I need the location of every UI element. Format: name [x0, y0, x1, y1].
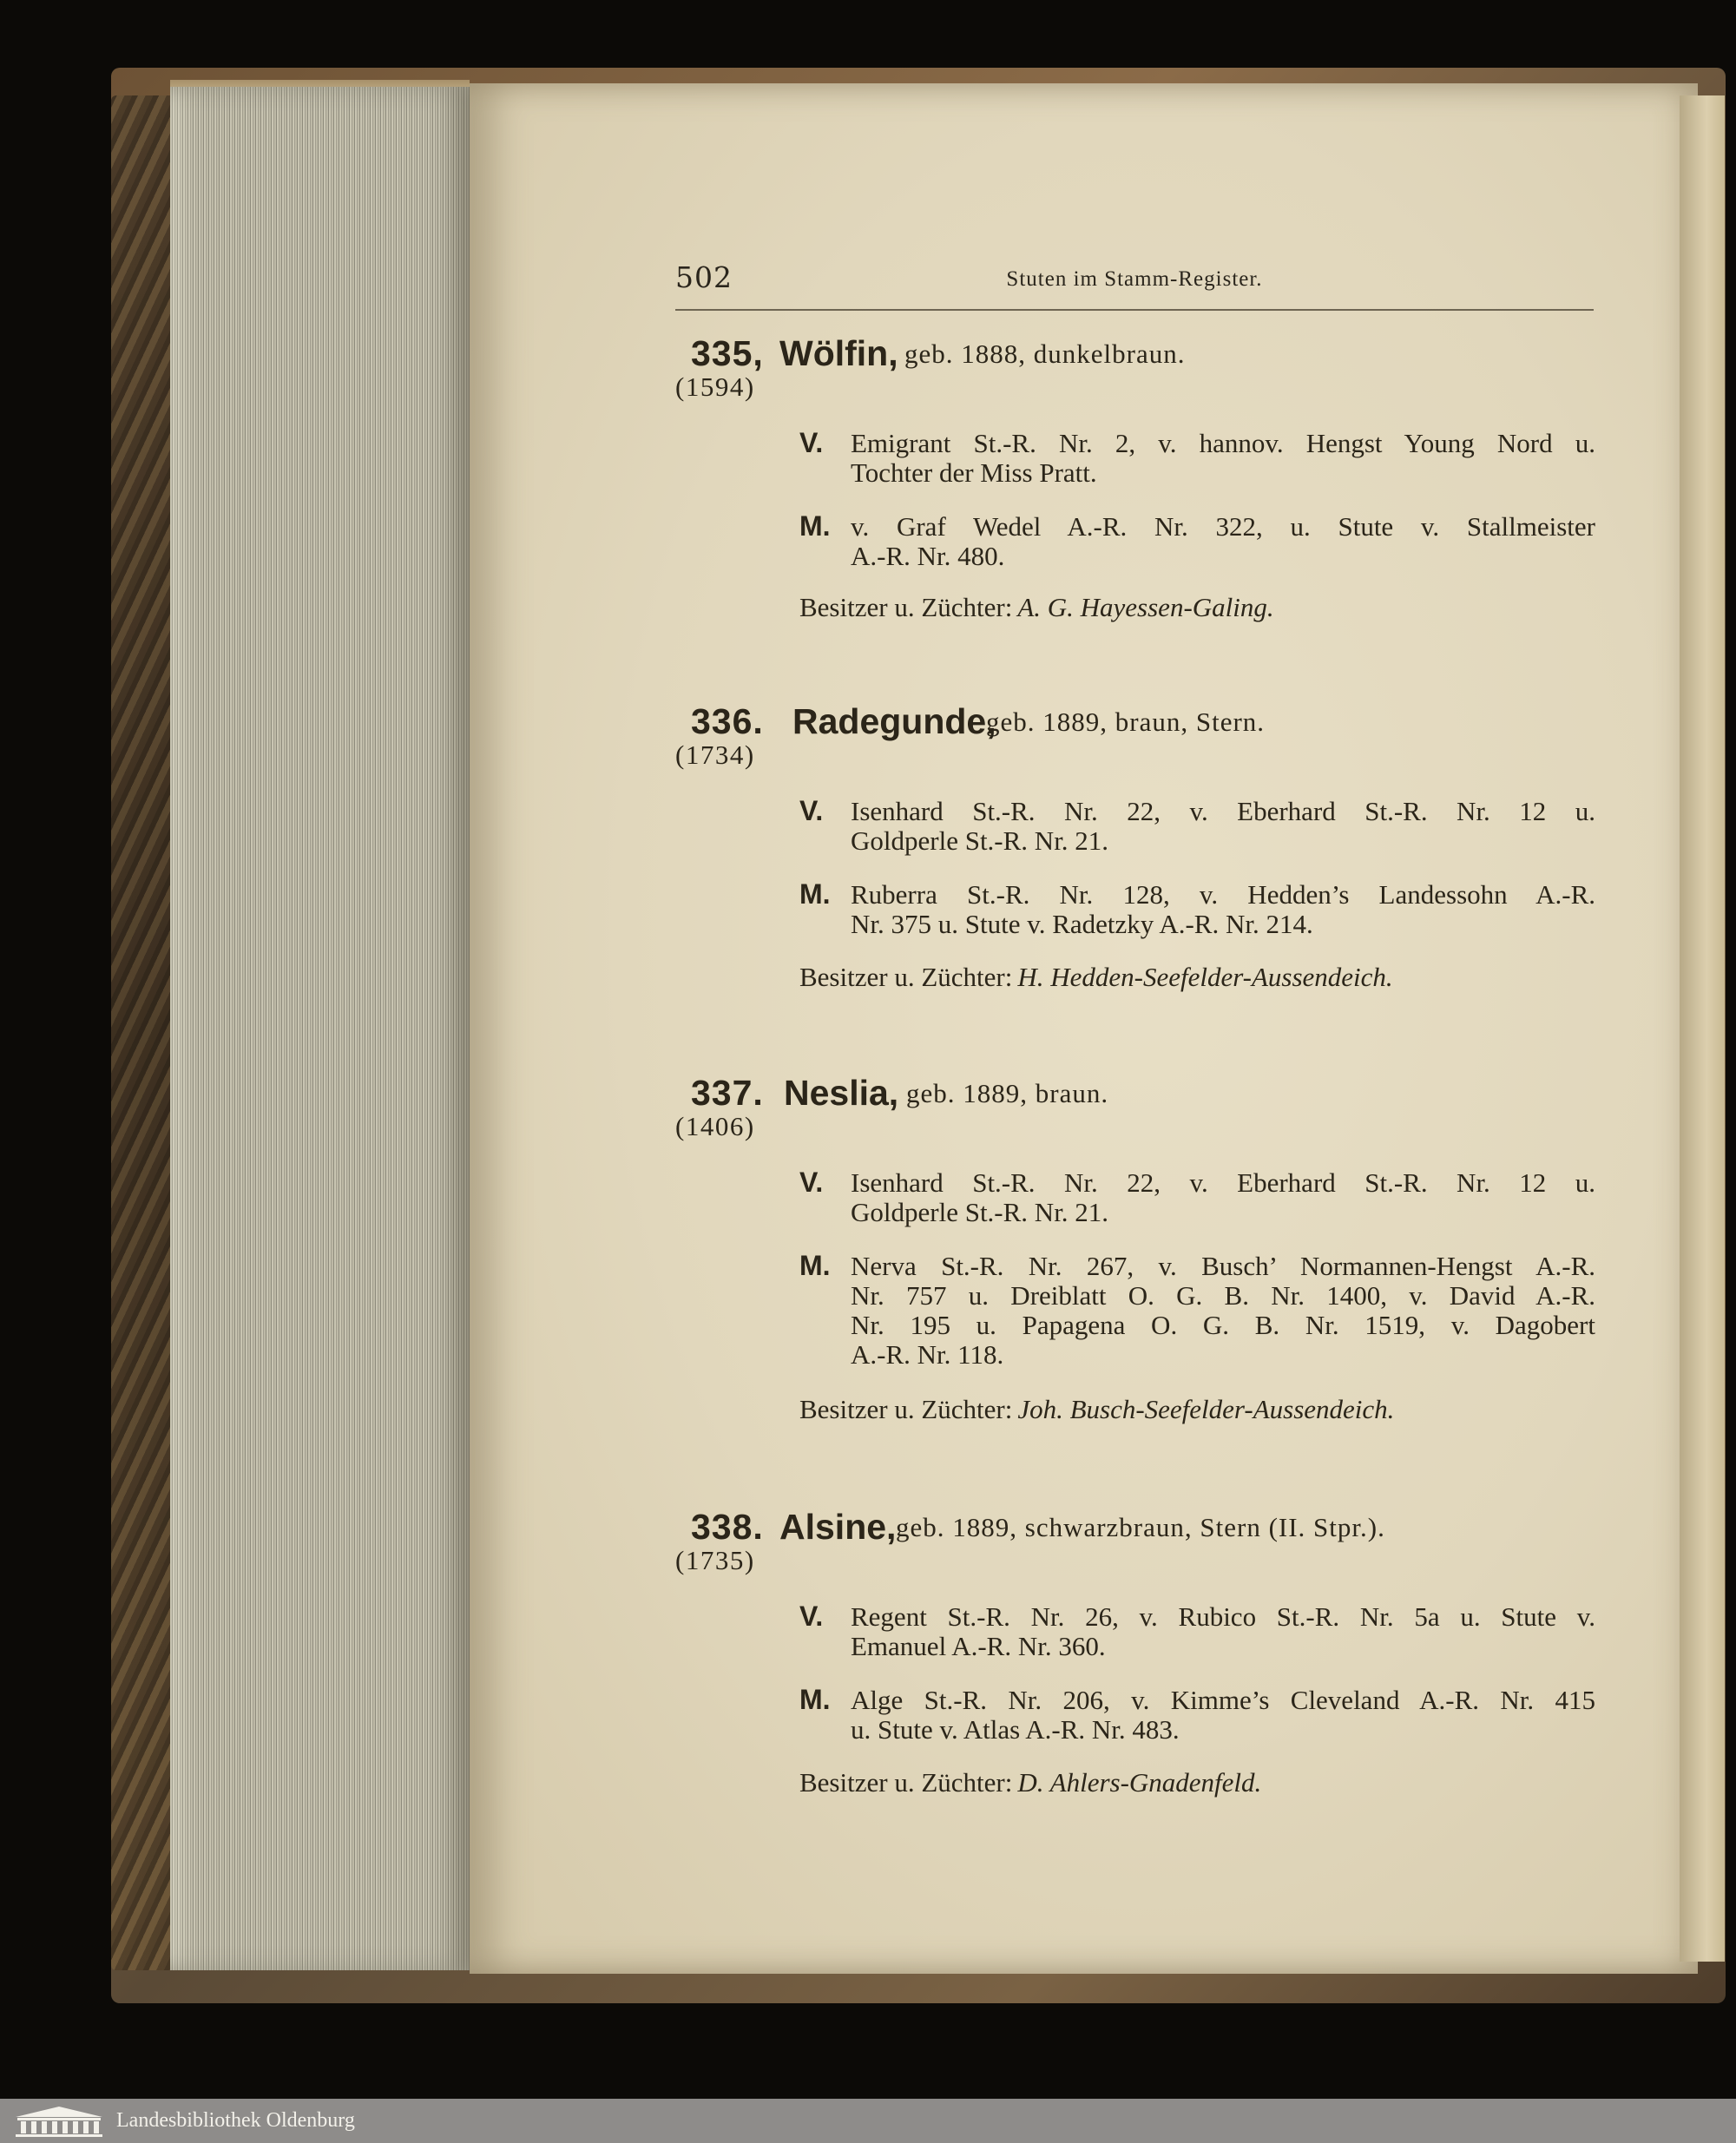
- dam-text-line: v. Graf Wedel A.-R. Nr. 322, u. Stute v. Stallmeister: [851, 511, 1595, 542]
- entry-name: Neslia,: [784, 1073, 899, 1113]
- running-head: Stuten im Stamm-Register.: [1006, 267, 1263, 291]
- entry-heading: [675, 1073, 1595, 1113]
- entry-description: geb. 1889, braun, Stern.: [986, 707, 1266, 737]
- owner-line: [799, 962, 1393, 993]
- dam-label: M.: [799, 1250, 831, 1281]
- dam-text-line: Ruberra St.-R. Nr. 128, v. Hedden’s Landessohn A.-R.: [851, 879, 1595, 910]
- dam-text-line: Alge St.-R. Nr. 206, v. Kimme’s Cleveland A.-R. Nr. 415: [851, 1685, 1595, 1715]
- dam-text-line: A.-R. Nr. 480.: [851, 541, 1005, 571]
- register-number: (1735): [675, 1545, 755, 1575]
- dam-label: M.: [799, 878, 831, 910]
- stud-entry: [675, 333, 1595, 632]
- owner-label: Besitzer u. Züchter:: [799, 592, 1013, 622]
- entry-number: 335,: [691, 333, 764, 373]
- dam-text-line: Nr. 195 u. Papagena O. G. B. Nr. 1519, v. Dagobert: [851, 1310, 1595, 1340]
- dam-text-line: Nr. 375 u. Stute v. Radetzky A.-R. Nr. 214.: [851, 909, 1313, 939]
- library-building-logo-icon: [12, 2105, 106, 2138]
- facing-page-edge: [1680, 95, 1725, 1962]
- sire-label: V.: [799, 427, 824, 458]
- sire-text-line: Goldperle St.-R. Nr. 21.: [851, 1197, 1109, 1227]
- dam-text-line: A.-R. Nr. 118.: [851, 1339, 1004, 1370]
- sire-text-line: Regent St.-R. Nr. 26, v. Rubico St.-R. Nr. 5a u. Stute v.: [851, 1601, 1595, 1632]
- sire-text-line: Emigrant St.-R. Nr. 2, v. hannov. Hengst Young Nord u.: [851, 428, 1595, 458]
- sire-text-line: Goldperle St.-R. Nr. 21.: [851, 825, 1109, 856]
- stud-entry: [675, 1073, 1595, 1441]
- stud-entry: [675, 1507, 1595, 1805]
- sire-text-line: Isenhard St.-R. Nr. 22, v. Eberhard St.-R. Nr. 12 u.: [851, 796, 1595, 826]
- sire-text-line: Isenhard St.-R. Nr. 22, v. Eberhard St.-R. Nr. 12 u.: [851, 1167, 1595, 1198]
- entry-heading: [675, 333, 1595, 373]
- entry-description: geb. 1889, schwarzbraun, Stern (II. Stpr.).: [896, 1512, 1385, 1542]
- page-stack-edge: [170, 87, 470, 1970]
- dam-text-line: Nr. 757 u. Dreiblatt O. G. B. Nr. 1400, v. David A.-R.: [851, 1280, 1595, 1311]
- dam-text-line: Nerva St.-R. Nr. 267, v. Busch’ Normannen-Hengst A.-R.: [851, 1251, 1595, 1281]
- register-number: (1406): [675, 1111, 755, 1141]
- entry-name: Alsine,: [779, 1507, 897, 1547]
- entry-number: 338.: [691, 1507, 764, 1547]
- owner-label: Besitzer u. Züchter:: [799, 1394, 1013, 1424]
- sire-label: V.: [799, 795, 824, 826]
- owner-label: Besitzer u. Züchter:: [799, 1767, 1013, 1798]
- stud-entry: [675, 701, 1595, 1009]
- footer-bar: [0, 2099, 1736, 2143]
- owner-line: [799, 1394, 1394, 1425]
- entry-number: 337.: [691, 1073, 764, 1113]
- dam-text-line: u. Stute v. Atlas A.-R. Nr. 483.: [851, 1714, 1180, 1745]
- entry-number: 336.: [691, 701, 764, 741]
- owner-name: D. Ahlers-Gnadenfeld.: [1017, 1767, 1262, 1798]
- entry-heading: [675, 701, 1595, 741]
- owner-name: Joh. Busch-Seefelder-Aussendeich.: [1017, 1394, 1395, 1424]
- sire-label: V.: [799, 1167, 824, 1198]
- owner-line: [799, 592, 1274, 623]
- entry-name: Radegunde,: [792, 701, 996, 741]
- register-number: (1734): [675, 740, 755, 770]
- entry-description: geb. 1888, dunkelbraun.: [904, 339, 1186, 369]
- page-number: 502: [675, 260, 733, 294]
- owner-name: A. G. Hayessen-Galing.: [1017, 592, 1274, 622]
- owner-line: [799, 1767, 1261, 1798]
- sire-label: V.: [799, 1601, 824, 1632]
- sire-text-line: Tochter der Miss Pratt.: [851, 457, 1097, 488]
- sire-text-line: Emanuel A.-R. Nr. 360.: [851, 1631, 1106, 1661]
- page-header: [675, 260, 1594, 311]
- entry-description: geb. 1889, braun.: [906, 1078, 1109, 1108]
- dam-label: M.: [799, 510, 831, 542]
- owner-name: H. Hedden-Seefelder-Aussendeich.: [1017, 962, 1393, 992]
- entry-name: Wölfin,: [779, 333, 898, 373]
- entry-heading: [675, 1507, 1595, 1547]
- register-number: (1594): [675, 371, 755, 402]
- owner-label: Besitzer u. Züchter:: [799, 962, 1013, 992]
- library-name[interactable]: Landesbibliothek Oldenburg: [116, 2109, 355, 2132]
- dam-label: M.: [799, 1684, 831, 1715]
